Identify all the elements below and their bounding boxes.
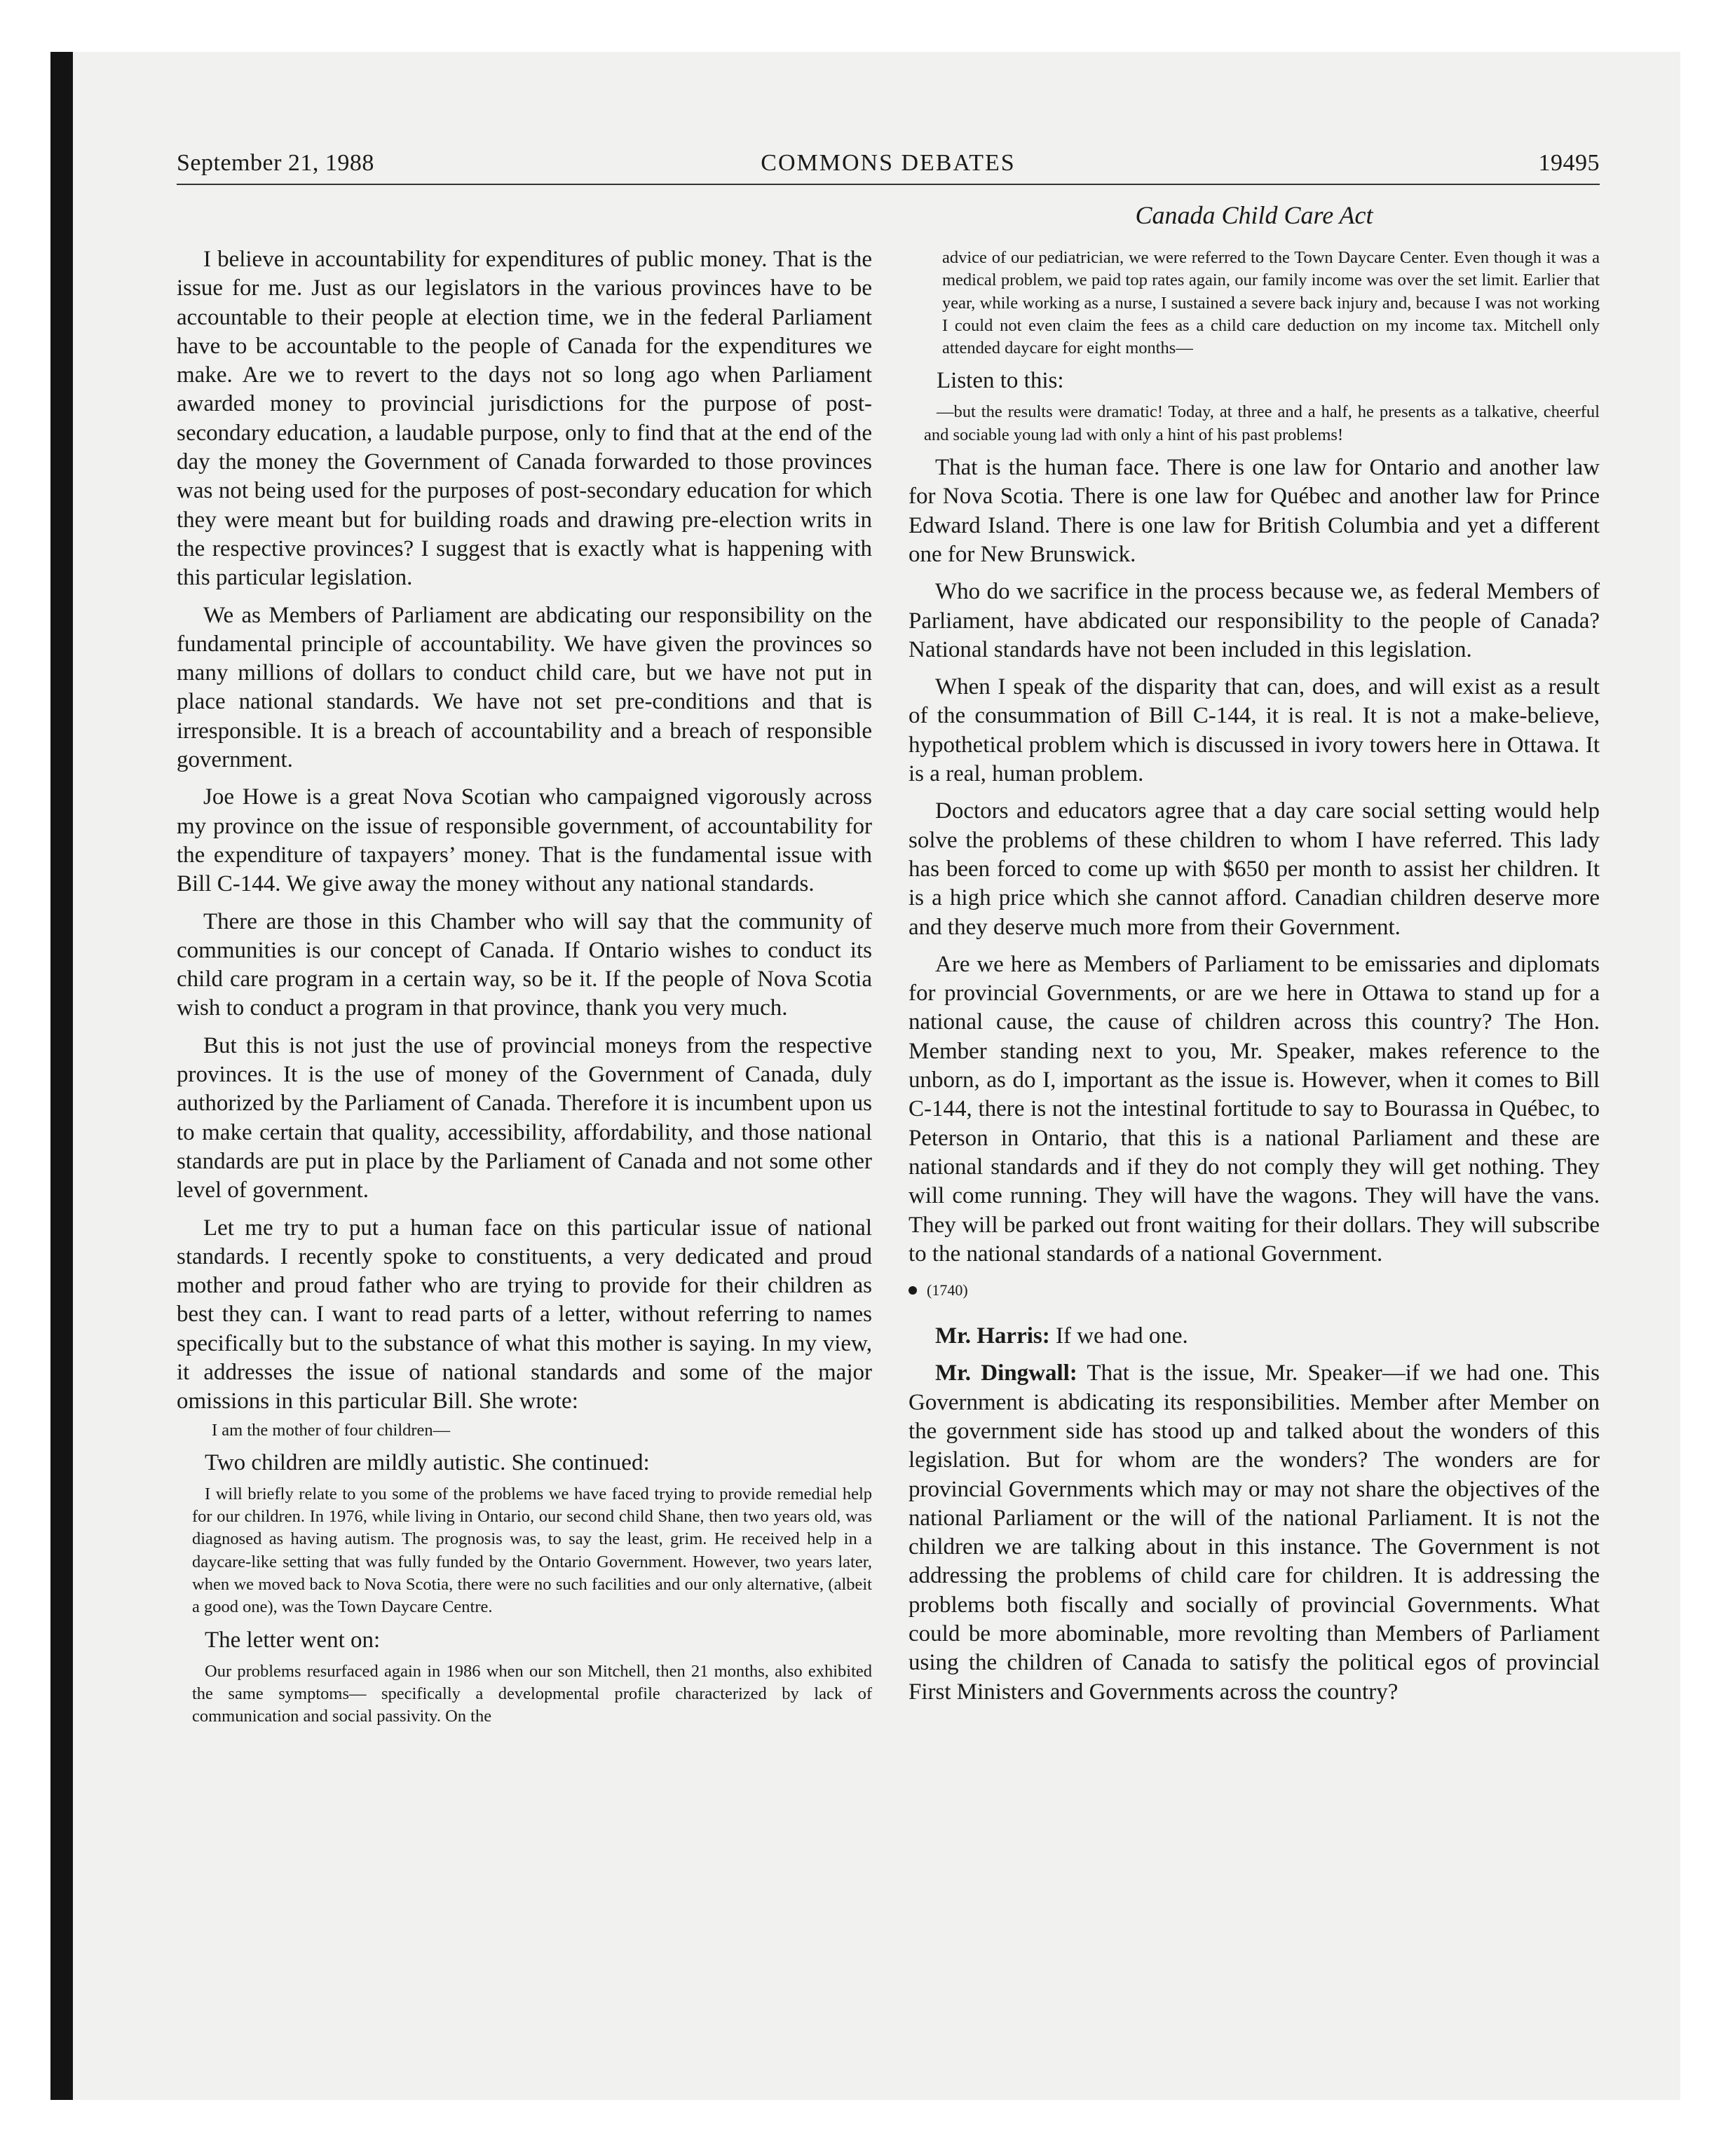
- header-date: September 21, 1988: [177, 150, 374, 176]
- paragraph: We as Members of Parliament are abdicating our responsibility on the fundamental principle of accountability. We have given the provinces so many millions of dollars to conduct child care, but we have not put in place national standards. We have not set pre-conditions and that is irresponsible. It is a breach of accountability and a breach of responsible government.: [177, 602, 872, 773]
- paragraph: When I speak of the disparity that can, does, and will exist as a result of the consummation of Bill C-144, it is real. It is not a make-believe, hypothetical problem which is discussed in ivory towers here in Ottawa. It is a real, human problem.: [909, 674, 1600, 787]
- speech-paragraph: [909, 1359, 1600, 1707]
- letter-quote: advice of our pediatrician, we were referred to the Town Daycare Center. Even though it was a medical problem, we paid top rates again, our family income was over the set limit. Earlier that year, while working as a nurse, I sustained a severe back injury and, because I was not working I could not even claim the fees as a child care deduction on my income tax. Mitchell only attended daycare for eight months—: [942, 248, 1600, 358]
- speech-line: Listen to this:: [937, 368, 1064, 394]
- header-journal-title: COMMONS DEBATES: [761, 150, 1016, 176]
- left-column: [177, 245, 872, 1735]
- running-header: [177, 147, 1600, 185]
- paragraph: There are those in this Chamber who will say that the community of communities is our concept of Canada. If Ontario wishes to conduct its child care program in a certain way, so be it. If the people of Nova Scotia wish to conduct a program in that province, thank you very much.: [177, 908, 872, 1021]
- speech-line: The letter went on:: [205, 1627, 381, 1653]
- speech-text: If we had one.: [1049, 1323, 1188, 1349]
- time-marker: [909, 1277, 1600, 1304]
- speech-line: Two children are mildly autistic. She continued:: [205, 1449, 650, 1475]
- paragraph: Joe Howe is a great Nova Scotian who campaigned vigorously across my province on the issue of responsible government, of accountability for the expenditure of taxpayers’ money. That is the fundamental issue with Bill C-144. We give away the money without any national standards.: [177, 784, 872, 897]
- speaker-name: Mr. Dingwall:: [935, 1360, 1077, 1386]
- paragraph: Who do we sacrifice in the process because we, as federal Members of Parliament, have abdicated our responsibility to the people of Canada? National standards have not been included in this legislation.: [909, 579, 1600, 662]
- letter-quote: I am the mother of four children—: [212, 1420, 451, 1440]
- letter-quote: Our problems resurfaced again in 1986 when our son Mitchell, then 21 months, also exhibited the same symptoms— specifically a developmental profile characterized by lack of communication and social passivity. On the: [192, 1661, 872, 1726]
- paragraph: I believe in accountability for expenditures of public money. That is the issue for me. Just as our legislators in the various provinces have to be accountable to their people at election time, we in the federal Parliament have to be accountable to the people of Canada for the expenditures we make. Are we to revert to the days not so long ago when Parliament awarded money to provincial jurisdictions for the purpose of post-secondary education, a laudable purpose, only to find that at the end of the day the money the Government of Canada forwarded to those provinces was not being used for the purposes of post-secondary education for which they were meant but for building roads and drawing pre-election writs in the respective provinces? I suggest that is exactly what is happening with this particular legislation.: [177, 247, 872, 591]
- bullet-icon: [909, 1286, 917, 1295]
- speaker-name: Mr. Harris:: [935, 1323, 1050, 1349]
- section-title: Canada Child Care Act: [1135, 201, 1373, 229]
- scan-edge-shadow: [50, 52, 73, 2100]
- right-column: [909, 247, 1600, 1715]
- speech-paragraph: [909, 1322, 1600, 1351]
- letter-quote: —but the results were dramatic! Today, at three and a half, he presents as a talkative, cheerful and sociable young lad with only a hint of his past problems!: [924, 402, 1600, 444]
- timestamp-label: (1740): [927, 1281, 968, 1299]
- letter-quote: I will briefly relate to you some of the problems we have faced trying to provide remedial help for our children. In 1976, while living in Ontario, our second child Shane, then two years old, was diagnosed as having autism. The prognosis was, to say the least, grim. He received help in a daycare-like setting that was fully funded by the Ontario Government. However, two years later, when we moved back to Nova Scotia, there were no such facilities and our only alternative, (albeit a good one), was the Town Daycare Centre.: [192, 1484, 872, 1617]
- paragraph: Doctors and educators agree that a day care social setting would help solve the problems of these children to whom I have referred. This lady has been forced to come up with $650 per month to assist her children. It is a high price which she cannot afford. Canadian children deserve more and they deserve much more from their Government.: [909, 798, 1600, 940]
- paragraph: But this is not just the use of provincial moneys from the respective provinces. It is the use of money of the Government of Canada, duly authorized by the Parliament of Canada. Therefore it is incumbent upon us to make certain that quality, accessibility, affordability, and those national standards are put in place by the Parliament of Canada and not some other level of government.: [177, 1032, 872, 1203]
- paragraph: Let me try to put a human face on this particular issue of national standards. I recently spoke to constituents, a very dedicated and proud mother and proud father who are trying to provide for their children as best they can. I want to read parts of a letter, without referring to names specifically but to the substance of what this mother is saying. In my view, it addresses the issue of national standards and some of the major omissions in this particular Bill. She wrote:: [177, 1215, 872, 1414]
- paragraph: That is the human face. There is one law for Ontario and another law for Nova Scotia. There is one law for Québec and another law for Prince Edward Island. There is one law for British Columbia and yet a different one for New Brunswick.: [909, 455, 1600, 567]
- speech-text: That is the issue, Mr. Speaker—if we had one. This Government is abdicating its responsibilities. Member after Member on the government side has stood up and talked about the wonders of this legislation. But for whom are the wonders? The wonders are for provincial Governments which may or may not share the objectives of the national Parliament or the will of the national Parliament. It is not the children we are talking about in this instance. The Government is not addressing the problems of child care for children. It is addressing the problems both fiscally and socially of provincial Governments. What could be more abominable, more revolting than Members of Parliament using the children of Canada to satisfy the political egos of provincial First Ministers and Governments across the country?: [909, 1360, 1600, 1705]
- paragraph: Are we here as Members of Parliament to be emissaries and diplomats for provincial Governments, or are we here in Ottawa to stand up for a national cause, the cause of children across this country? The Hon. Member standing next to you, Mr. Speaker, makes reference to the unborn, as do I, important as the issue is. However, when it comes to Bill C-144, there is not the intestinal fortitude to say to Bourassa in Québec, to Peterson in Ontario, that this is a national Parliament and these are national standards and if they do not comply they will get nothing. They will come running. They will have the wagons. They will have the vans. They will be parked out front waiting for their dollars. They will subscribe to the national standards of a national Government.: [909, 951, 1600, 1267]
- header-page-number: 19495: [1538, 150, 1600, 176]
